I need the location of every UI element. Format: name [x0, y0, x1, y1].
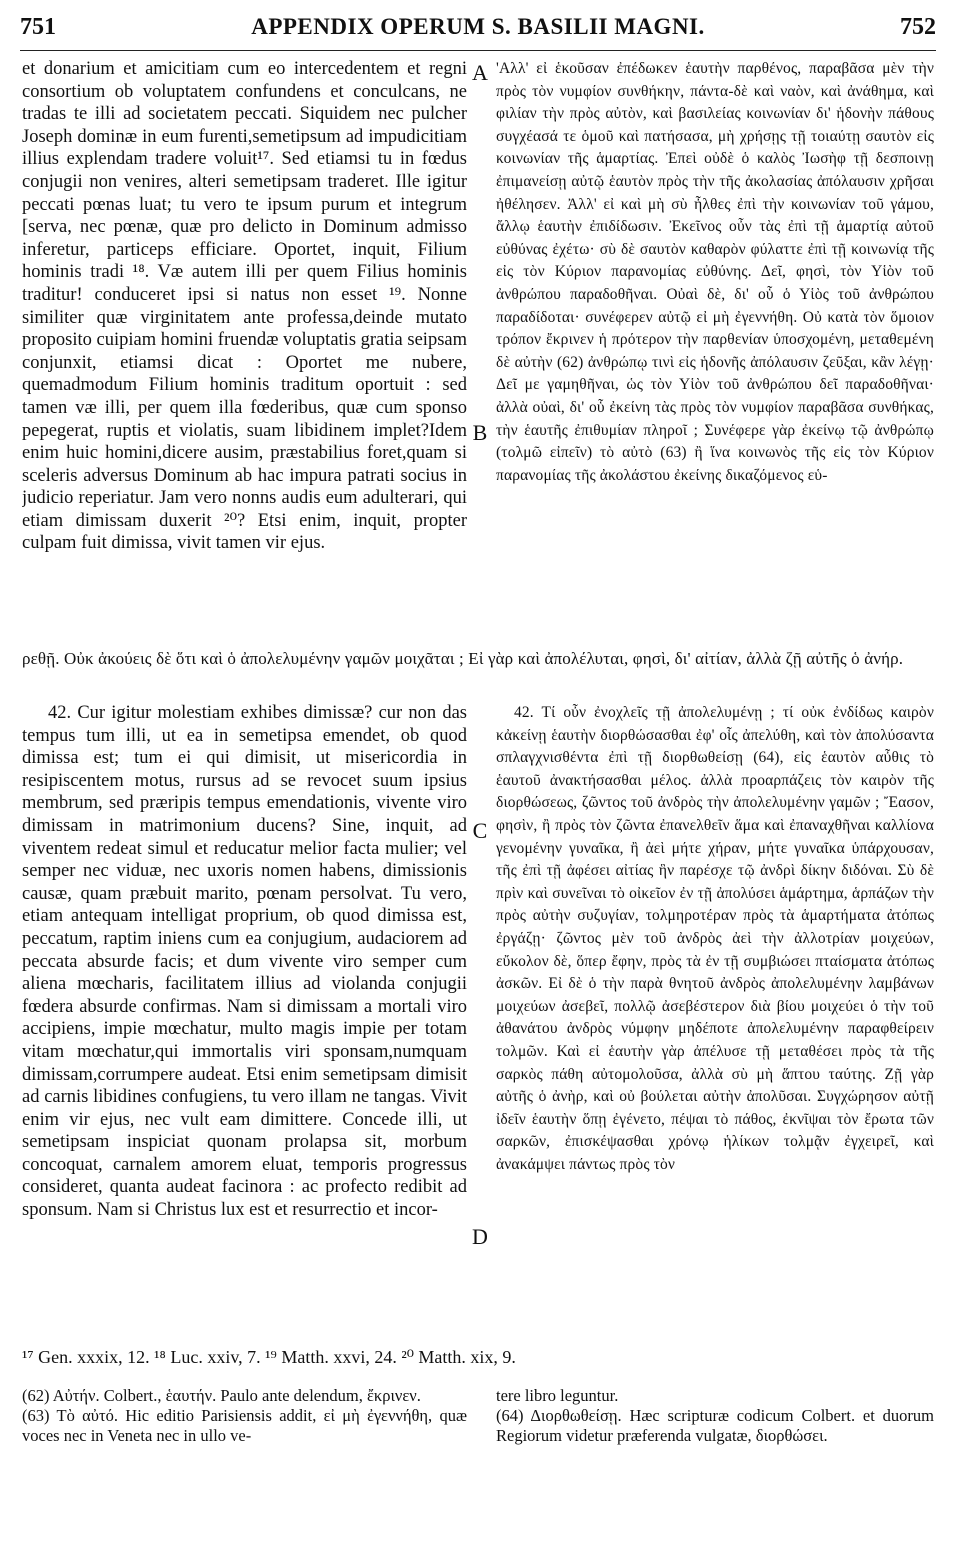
margin-letter-c: C [472, 818, 488, 843]
scripture-references: ¹⁷ Gen. xxxix, 12. ¹⁸ Luc. xxiv, 7. ¹⁹ Matth. xxvi, 24. ²⁰ Matth. xix, 9. [22, 1347, 516, 1367]
greek-paragraph-42: 42. Τί οὖν ἐνοχλεῖς τῇ ἀπολελυμένῃ ; τί οὐκ ἐνδίδως καιρὸν κἀκείνῃ ἑαυτὴν διορθώσασθαι ἐφ' οἷς ἀπελύθη, καὶ τὸν ἀπολύσαντα σπλαγχνισθέντα ἐπὶ τῇ διορθωθείσῃ (64), εἰς ἑαυτὸν αὖθις τὸ ἑαυτοῦ ἀνακτήσασθαι μέλος. ἀλλὰ προαρπάζεις τὸν καιρὸν τῆς διορθώσεως, ζῶντος τοῦ ἀνδρὸς τὴν ἀπολελυμένην γαμῶν ; Ἔασον, φησὶν, ἢ πρὸς τὸν ζῶντα ἐπανελθεῖν ἅμα καὶ ἐπαναχθῆναι καλλίονα γενομένην γυναῖκα, ἢ ἀεὶ μήτε χήραν, μήτε γυναῖκα ὑπάρχουσαν, τῆς ἐπὶ τῇ ἀφέσει αἰτίας ἣν παρέσχε τῷ ἀνδρὶ δίκην διδόναι. Σὺ δὲ πρὶν καὶ συνεῖναι τὸ οἰκεῖον ἐν τῇ ἀπολύσει ἁμάρτημα, ἁρπάζων τὴν πρὸς αὐτὴν συζυγίαν, τολμηροτέραν πρὸς τὰ ἁμαρτήματα ἀτόπως ἐργάζῃ· ζῶντος μὲν τοῦ ἀνδρὸς ἀεὶ τὴν ἀλλοτρίαν μοιχεύων, εὔκολον δὲ, ὅπερ ἔφην, πρὸς τὰ ἐν τῇ συμβιώσει πταίσματα ἀτόπως ἀσκῶν. Εἰ δὲ ὁ τὴν παρὰ θνητοῦ ἀνδρὸς ἀπολελυμένην λαμβάνων μοιχεύων ἀσεβεῖ, πολλῷ ἀσεβέστερον διὰ βίου μοιχεύει ὁ τὴν τοῦ ἀθανάτου ἀνδρὸς νύμφην μηδέποτε ἀπολελυμένην παραφθείρειν τολμῶν. Καὶ εἰ ἑαυτὴν γὰρ ἀπέλυσε τῇ μεταθέσει πρὸς τὰ τῆς σαρκὸς πάθη αὐτομολοῦσα, ἀλλὰ σὺ μὴ ἅπτου ταύτης. Ζῇ γὰρ αὐτῆς ὁ ἀνὴρ, καὶ οὐ βούλεται αὐτὴν ἀπολῦσαι. Συγχώρησον αὐτῇ ἰδεῖν ἑαυτὴν ὅπῃ ἐγένετο, πέψαι τὸ πάθος, ἐκνῖψαι τὸν ἔρωτα τῶν σαρκῶν, ἐπισκέψασθαι χρόνῳ ἡλίκων τολμᾷν ἐγχειρεῖ, καὶ ἀνακάμψει πάντως πρὸς τὸν [496, 704, 934, 1173]
latin-column-top [22, 58, 467, 648]
notes-right [496, 1386, 934, 1476]
latin-paragraph-top: et donarium et amicitiam cum eo intercedentem et regni consortium ob voluptatem confundens et conculcans, ne tradas te illi ad societatem peccati. Siquidem nec pulcher Joseph dominæ in eum furenti,semetipsum ad impudicitiam illius explendam tradere voluit¹⁷. Sed etiamsi tu in fœdus conjugii non venires, alteri semetipsam traderet. Ille igitur peccati pœnas luat; tu vero te ipsum purum et integrum [serva, nec pœnæ, quæ pro delicto in Dominum admisso inferetur, particeps efficiare. Oportet, inquit, Filium hominis tradi ¹⁸. Væ autem illi per quem Filius hominis traditur! conduceret ipsi si natus non esset ¹⁹. Nonne similiter quæ virginitatem ante professa,deinde mutato proposito cuipiam homini fruendæ voluptatis gratia seipsam conjunxit, etiamsi dicat : Oportet me nubere, quemadmodum Filium hominis traditum oportuit : sed tamen væ illi, per quem illa fœderibus, quæ cum sponso pepegerat, ruptis et violatis, suam libidinem implet?Idem enim huic homini,dicere ausim, præstabilius foret,quam si sceleris adversus Dominum ab hac impura patrati socius in judicio reperiatur. Jam vero nonns audis eum adulterari, qui etiam dimissam duxerit ²⁰? Etsi enim, inquit, propter culpam fuit dimissa, vivit tamen vir ejus. [22, 59, 467, 554]
page-number-right: 752 [900, 14, 936, 40]
greek-column-top [496, 58, 934, 648]
greek-full-width [22, 648, 934, 696]
margin-letter-b: B [472, 420, 488, 445]
latin-column-bottom [22, 702, 467, 1342]
margin-letter-d: D [472, 1224, 488, 1249]
header-rule [20, 50, 936, 51]
running-header [20, 14, 936, 48]
latin-paragraph-42: 42. Cur igitur molestiam exhibes dimissæ? cur non das tempus tum illi, ut ea in semetipsa emendet, ob quod dimissa est; tum ei qui dimisit, ut misericordia in resipiscentem motus, rursus ad se revocet suum ipsius membrum, sed præripis tempus emendationis, vivente viro dimissam in matrimonium ducens? Sine, inquit, ad viventem redeat simul et reducatur melior facta mulier; vel semper nec viduæ, nec uxoris nomen habens, dimissionis causæ, quam præbuit marito, pœnam persolvat. Tu vero, etiam antequam intelligat proprium, ob quod dimissa est, peccatum, raptim iniens cum ea conjugium, audaciorem ad peccata absurde facis; et dum vivente viro semper cum aliena mœcharis, facilitatem illius ad violanda conjugii fœdera absurde confirmas. Nam si dimissam a mortali viro accipiens, impie mœchatur, multo magis impie per totam vitam mœchatur,qui immortalis viri sponsam,numquam dimissam,corrumpere audeat. Etsi enim semetipsam dimisit ad carnis libidines confugiens, tu vero illam ne tangas. Vivit enim vir ejus, nec vult eam dimittere. Concede illi, ut semetipsam inspiciat quonam prolapsa sit, morbum concoquat, carnalem amorem eluat, temporis progressus consideret, quanta audeat facinora : ac profecto redibit ad sponsum. Nam si Christus lux est et resurrectio et incor- [22, 703, 467, 1221]
running-title: APPENDIX OPERUM S. BASILII MAGNI. [251, 14, 705, 39]
margin-letter-a: A [472, 60, 488, 85]
page-number-left: 751 [20, 14, 56, 40]
greek-column-bottom [496, 702, 934, 1342]
greek-full-paragraph: ρεθῇ. Οὐκ ἀκούεις δὲ ὅτι καὶ ὁ ἀπολελυμένην γαμῶν μοιχᾶται ; Εἰ γὰρ καὶ ἀπολέλυται, φησὶ, δι' αἰτίαν, ἀλλὰ ζῇ αὐτῆς ὁ ἀνήρ. [22, 649, 904, 668]
notes-left [22, 1386, 467, 1476]
note-63: (63) Τὸ αὐτό. Hic editio Parisiensis addit, εἰ μὴ ἐγεννήθη, quæ voces nec in Veneta nec in ullo ve- [22, 1406, 467, 1445]
greek-paragraph-top: 'Αλλ' εἰ ἑκοῦσαν ἐπέδωκεν ἑαυτὴν παρθένος, παραβᾶσα μὲν τὴν πρὸς τὸν νυμφίον συνθήκην, πάντα-δὲ καὶ ναὸν, καὶ ἀνάθημα, καὶ φιλίαν τὴν πρὸς αὐτὸν, καὶ βασιλείας κοινωνίαν δι' ἡδονὴν πάθους συγχέασά τε ὁμοῦ καὶ πατήσασα, μὴ χρήσῃς τῇ τοιαύτῃ σαυτὸν εἰς κοινωνίαν τῆς ἁμαρτίας. Ἐπεὶ οὐδὲ ὁ καλὸς Ἰωσὴφ τῇ δεσποινῃ ἐπιμανείσῃ αὐτῷ ἑαυτὸν πρὸς τὴν τῆς ἀκολασίας ἀπόλαυσιν χρῆσαι ἠθέλησεν. Ἀλλ' εἰ καὶ μὴ σὺ ἦλθες ἐπὶ τὴν κοινωνίαν τοῦ γάμου, ἄλλῳ ἑαυτὴν ἐπιδίδωσιν. Ἐκεῖνος οὖν τὰς ἐπὶ τῇ ἁμαρτίᾳ αὐτοῦ εὐθύνας ἐχέτω· σὺ δὲ σαυτὸν καθαρὸν φύλαττε ἐπὶ τῇ κοινωνίᾳ τῆς εἰς τὸν Κύριον παρανομίας εὐθύνης. Δεῖ, φησὶ, τὸν Υἱὸν τοῦ ἀνθρώπου παραδοθῆναι. Οὐαὶ δὲ, δι' οὗ ὁ Υἱὸς τοῦ ἀνθρώπου παραδίδοται· συνέφερεν αὐτῷ εἰ μὴ ἐγεννήθη. Οὐ κατὰ τὸν ὅμοιον τρόπον ἔκρινεν ἡ πρότερον τὴν παρθενίαν ὑποσχομένη, μεταθεμένη δὲ αὐτὴν (62) ἀνθρώπῳ τινὶ εἰς ἡδονῆς ἀπόλαυσιν ζεῦξαι, κἂν λέγῃ· Δεῖ με γαμηθῆναι, ὡς τὸν Υἱὸν τοῦ ἀνθρώπου δεῖ παραδοθῆναι· ἀλλὰ οὐαὶ, δι' οὗ ἐκείνη τὰς πρὸς τὸν νυμφίον παραβᾶσα συνθήκας, τὴν ἑαυτῆς ἐπιθυμίαν πληροῖ ; Συνέφερε γὰρ ἐκείνῳ τῷ ἀνθρώπῳ (τολμῶ εἰπεῖν) τὸ αὐτὸ (63) ἢ ἵνα κοινωνὸς τῆς εἰς τὸν Κύριον παρανομίας τῆς ἀκολάστου ἐκείνης δικαζόμενος εὑ- [496, 60, 934, 484]
note-64: (64) Διορθωθείσῃ. Hæc scripturæ codicum Colbert. et duorum Regiorum videtur præferenda vulgatæ, διορθώσει. [496, 1406, 934, 1445]
note-63-continued: tere libro leguntur. [496, 1386, 619, 1405]
note-62: (62) Αὐτήν. Colbert., ἑαυτήν. Paulo ante delendum, ἔκρινεν. [22, 1386, 421, 1405]
